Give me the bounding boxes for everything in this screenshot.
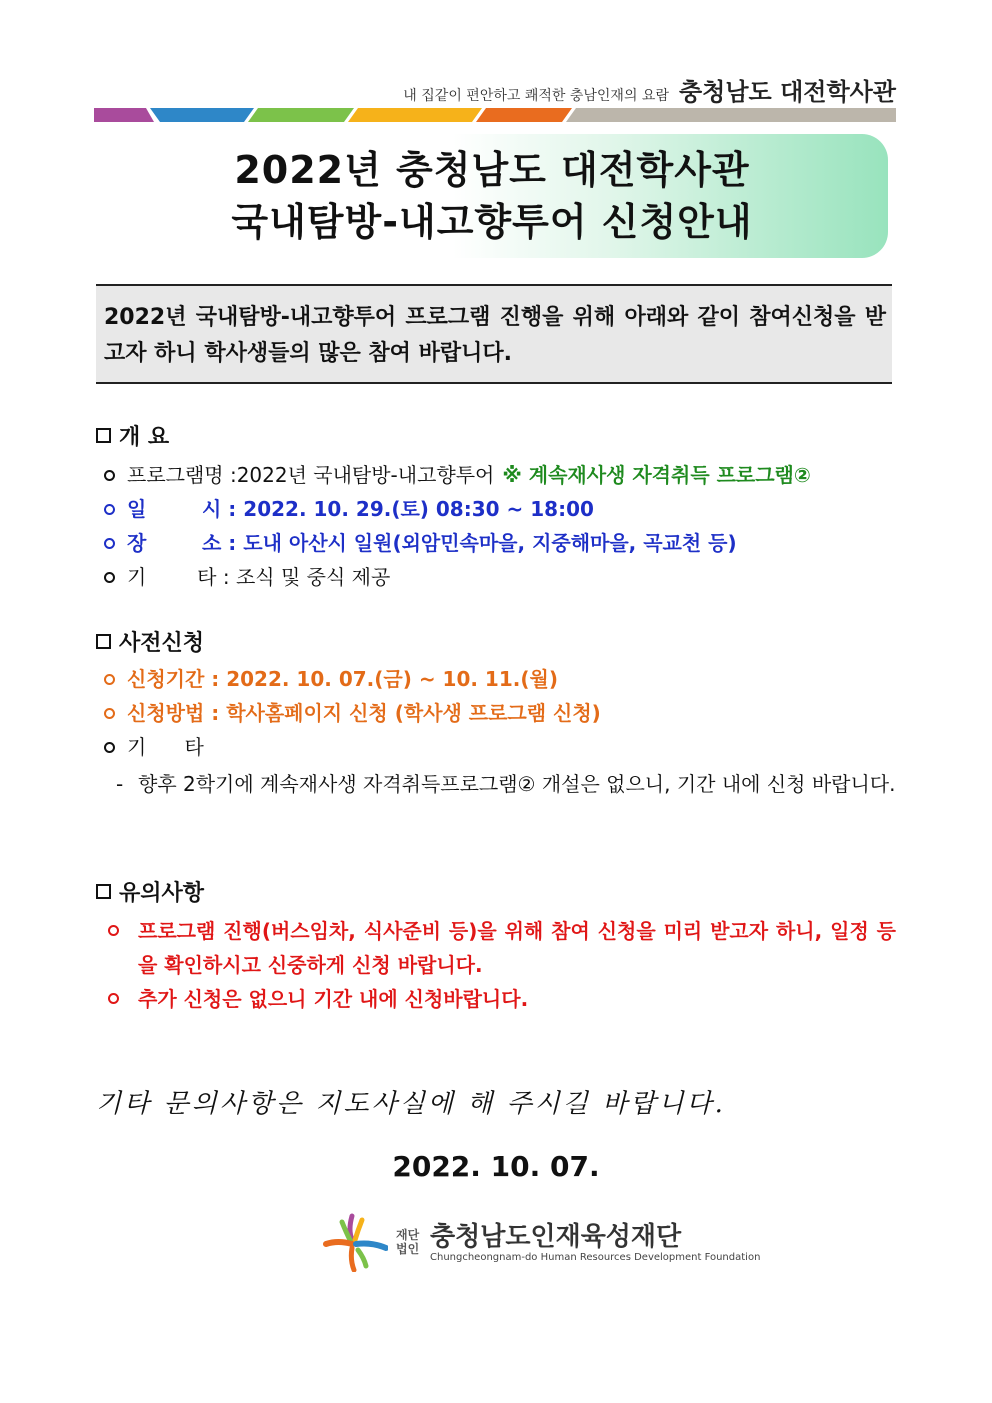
section-notes-heading — [96, 876, 204, 907]
circle-bullet-icon — [108, 925, 119, 936]
intro-text: 2022년 국내탐방-내고향투어 프로그램 진행을 위해 아래와 같이 참여신청을 받고자 하니 학사생들의 많은 참여 바랍니다. — [104, 305, 886, 366]
closing-text: 기타 문의사항은 지도사실에 해 주시길 바랍니다. — [96, 1089, 726, 1119]
application-period: 신청기간 : 2022. 10. 07.(금) ~ 10. 11.(월) — [127, 667, 558, 691]
application-etc-label: 기 타 — [127, 735, 204, 759]
circle-bullet-icon — [104, 572, 115, 583]
section-notes-title: 유의사항 — [119, 881, 205, 906]
foundation-name: 충청남도인재육성재단 — [430, 1221, 682, 1252]
date-value: 2022. 10. 29.(토) 08:30 ~ 18:00 — [243, 497, 594, 521]
notes-item-2 — [104, 982, 896, 1016]
document-date: 2022. 10. 07. — [392, 1150, 600, 1183]
application-etc-line — [104, 732, 204, 762]
title-box — [96, 134, 888, 258]
notes-item-1 — [104, 914, 896, 982]
checkbox-square-icon — [96, 634, 111, 649]
header-color-ribbon — [94, 108, 896, 122]
header-org-name: 충청남도 대전학사관 — [678, 78, 896, 106]
circle-bullet-icon — [108, 993, 119, 1004]
place-value: 도내 아산시 일원(외암민속마을, 지중해마을, 곡교천 등) — [243, 531, 737, 555]
circle-bullet-icon — [104, 470, 115, 481]
application-period-line — [104, 664, 558, 694]
foundation-logo-icon — [322, 1212, 388, 1272]
header-slogan: 내 집같이 편안하고 쾌적한 충남인재의 요람 — [403, 88, 669, 104]
foundation-english-name: Chungcheongnam-do Human Resources Development Foundation — [430, 1251, 761, 1263]
circle-bullet-icon — [104, 708, 115, 719]
application-method: 신청방법 : 학사홈페이지 신청 (학사생 프로그램 신청) — [127, 701, 601, 725]
program-label: 프로그램명 : — [127, 463, 237, 487]
title-line-2: 국내탐방-내고향투어 신청안내 — [231, 200, 753, 244]
foundation-kind: 재단법인 — [396, 1228, 420, 1256]
overview-program-line — [104, 460, 811, 490]
circle-bullet-icon — [104, 538, 115, 549]
section-application-title: 사전신청 — [119, 631, 205, 656]
title-line-1: 2022년 충청남도 대전학사관 — [234, 148, 750, 192]
etc-label: 기 타 : — [127, 565, 236, 589]
overview-date-line — [104, 494, 594, 524]
date-label: 일 시 : — [127, 497, 244, 521]
section-overview-heading — [96, 420, 169, 451]
application-etc-note-text: 향후 2학기에 계속재사생 자격취득프로그램② 개설은 없으니, 기간 내에 신청 바랍니다. — [138, 772, 896, 796]
checkbox-square-icon — [96, 884, 111, 899]
header-tagline — [403, 72, 896, 107]
footer-logo — [322, 1212, 760, 1272]
application-method-line — [104, 698, 601, 728]
etc-value: 조식 및 중식 제공 — [235, 565, 391, 589]
dash-marker: - — [116, 772, 124, 796]
checkbox-square-icon — [96, 428, 111, 443]
circle-bullet-icon — [104, 742, 115, 753]
overview-place-line — [104, 528, 737, 558]
circle-bullet-icon — [104, 504, 115, 515]
section-application-heading — [96, 626, 204, 657]
section-overview-title: 개 요 — [119, 425, 170, 450]
intro-box — [96, 284, 892, 384]
notes-item-2-text: 추가 신청은 없으니 기간 내에 신청바랍니다. — [138, 987, 529, 1011]
program-note: ※ 계속재사생 자격취득 프로그램② — [502, 463, 811, 487]
application-etc-note — [116, 767, 896, 801]
notes-item-1-text: 프로그램 진행(버스임차, 식사준비 등)을 위해 참여 신청을 미리 받고자 하니, 일정 등을 확인하시고 신중하게 신청 바랍니다. — [138, 919, 896, 977]
overview-etc-line — [104, 562, 390, 592]
program-value: 2022년 국내탐방-내고향투어 — [236, 463, 495, 487]
place-label: 장 소 : — [127, 531, 244, 555]
circle-bullet-icon — [104, 674, 115, 685]
